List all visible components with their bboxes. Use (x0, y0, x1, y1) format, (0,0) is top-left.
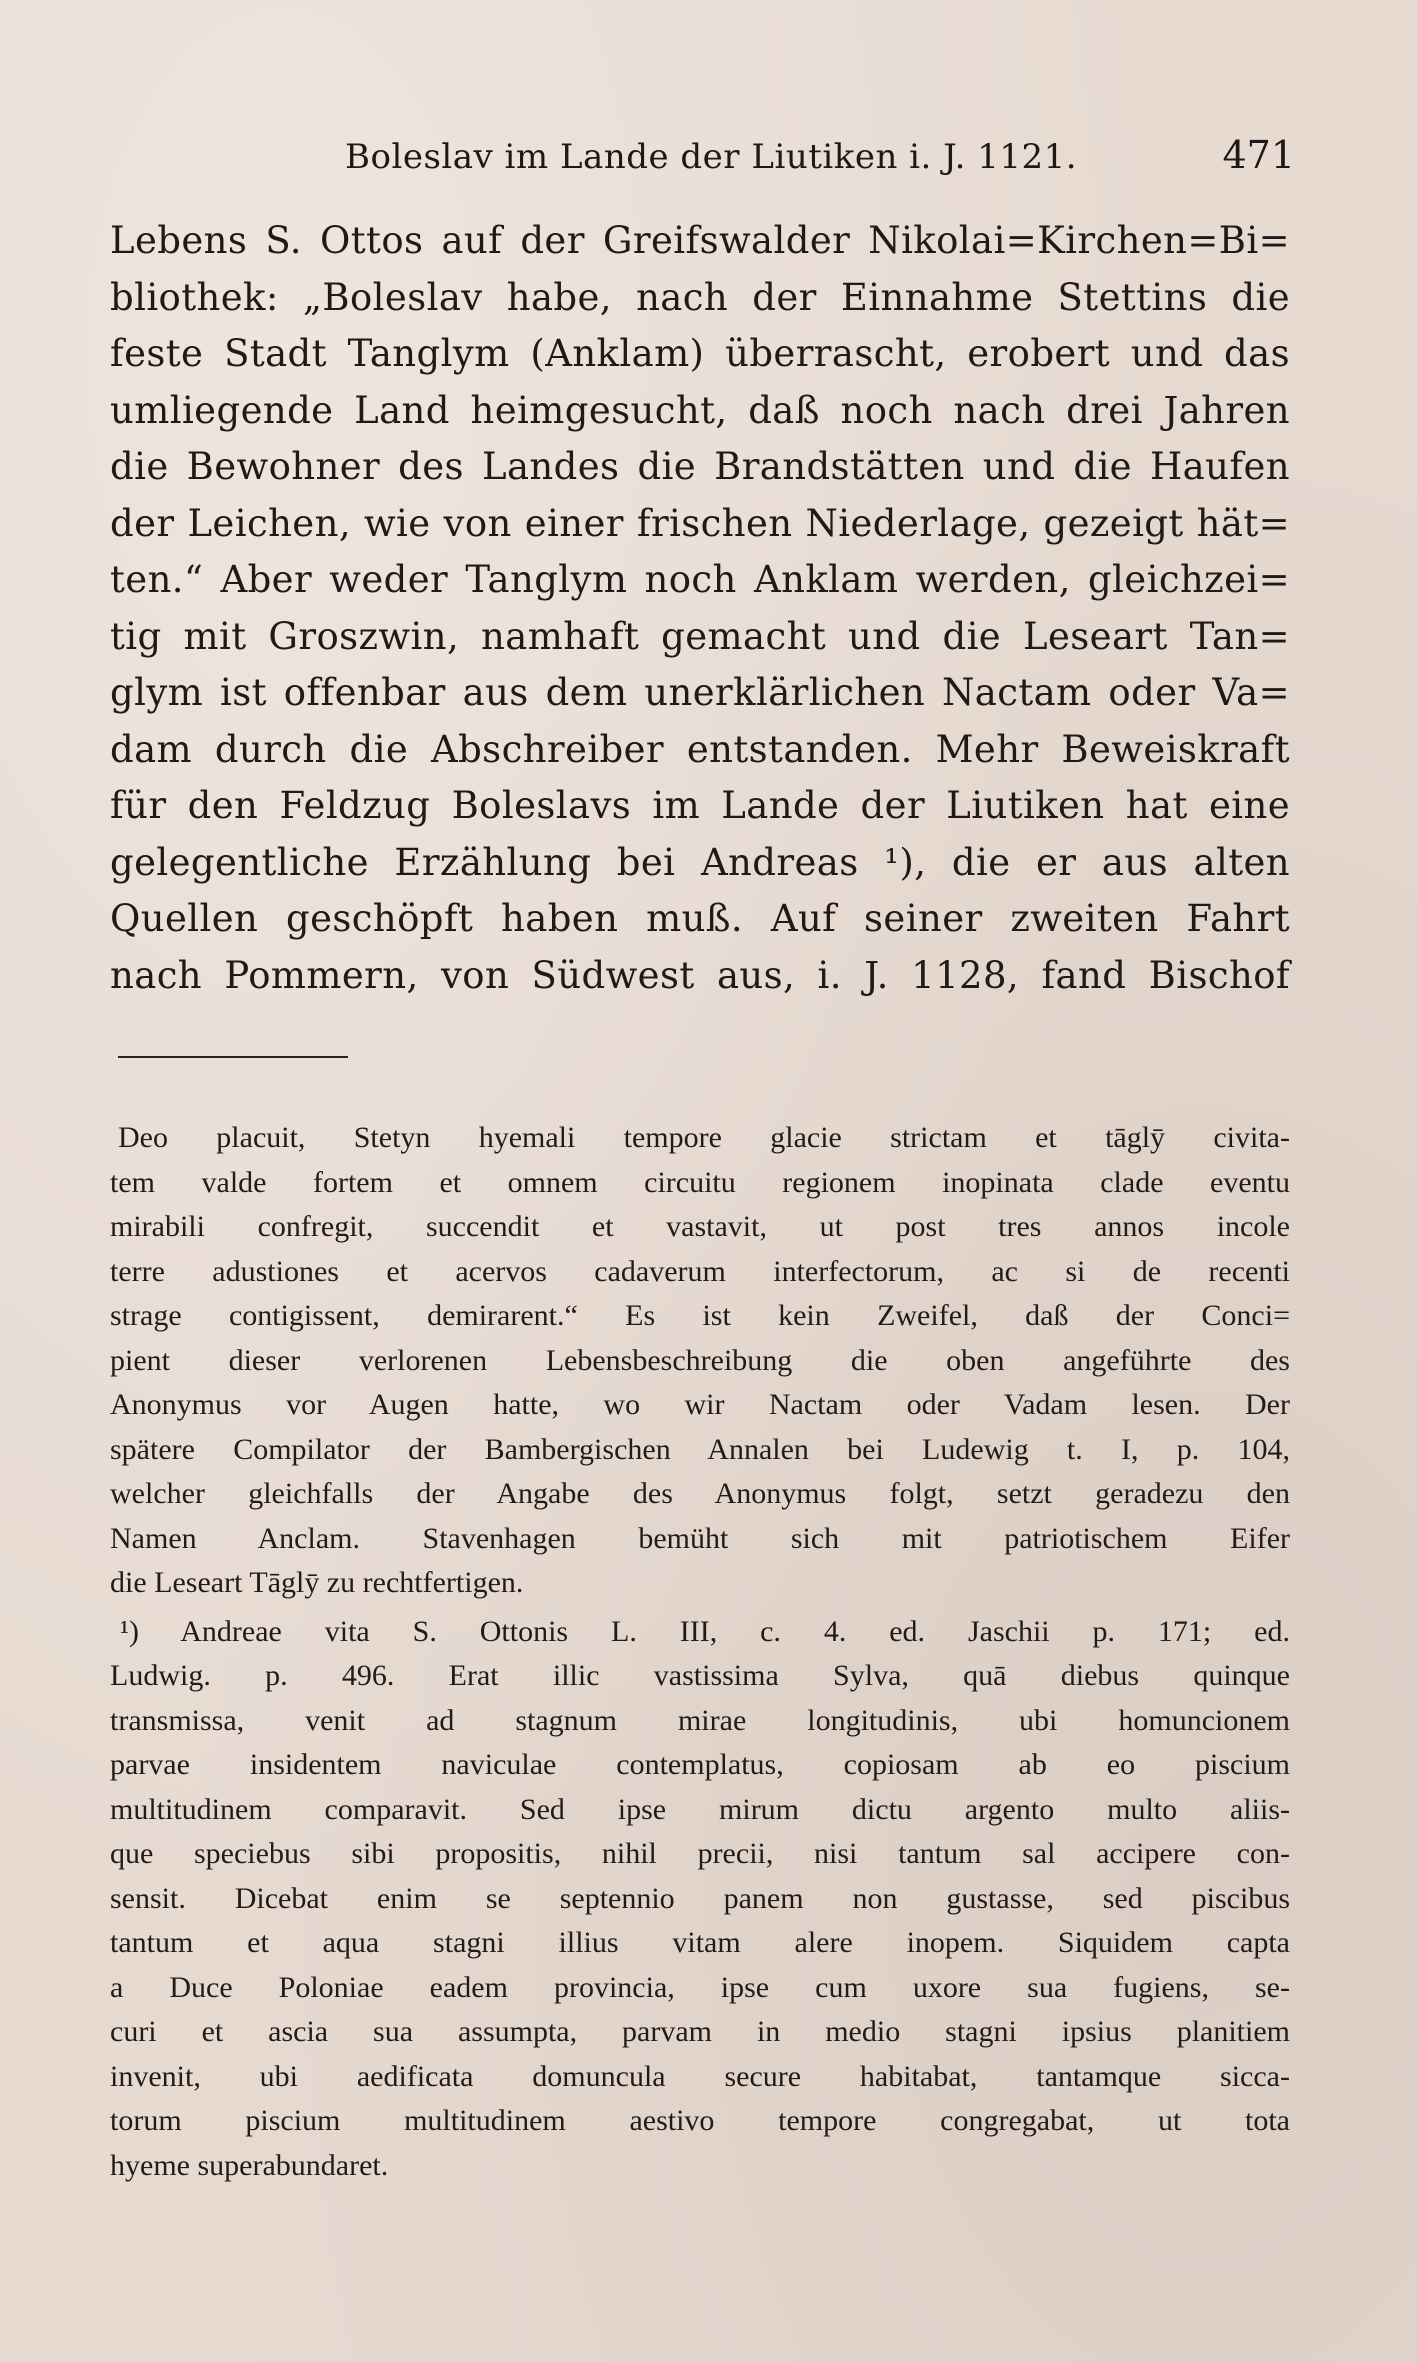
footnote-continued (110, 1116, 1290, 1606)
footnote-line: die Leseart Tāglȳ zu rechtfertigen. (110, 1566, 524, 1599)
footnote-line: tem valde fortem et omnem circuitu regionem inopinata clade eventu (110, 1165, 1290, 1199)
text-line: ten.“ Aber weder Tanglym noch Anklam werden, gleichzei= (110, 558, 1290, 601)
footnote-line: mirabili confregit, succendit et vastavit, ut post tres annos incole (110, 1210, 1290, 1243)
footnote-line: hyeme superabundaret. (110, 2148, 389, 2182)
text-line: Quellen geschöpft haben muß. Auf seiner zweiten Fahrt (110, 897, 1290, 940)
text-line: Lebens S. Ottos auf der Greifswalder Nikolai=Kirchen=Bi= (110, 219, 1290, 262)
footnote-line: transmissa, venit ad stagnum mirae longitudinis, ubi homuncionem (110, 1703, 1290, 1737)
footnote-line: welcher gleichfalls der Angabe des Anonymus folgt, setzt geradezu den (110, 1477, 1290, 1510)
footnote-line: Anonymus vor Augen hatte, wo wir Nactam oder Vadam lesen. Der (110, 1388, 1290, 1421)
text-line: gelegentliche Erzählung bei Andreas ¹), die er aus alten (110, 840, 1290, 884)
footnote-separator (118, 1056, 348, 1058)
footnote-line: que speciebus sibi propositis, nihil precii, nisi tantum sal accipere con- (110, 1837, 1290, 1870)
footnote-line: terre adustiones et acervos cadaverum interfectorum, ac si de recenti (110, 1254, 1290, 1288)
footnote-line: ¹) Andreae vita S. Ottonis L. III, c. 4. ed. Jaschii p. 171; ed. (120, 1614, 1290, 1648)
text-line: feste Stadt Tanglym (Anklam) überrascht, erobert und das (110, 332, 1290, 375)
text-line: der Leichen, wie von einer frischen Niederlage, gezeigt hät= (110, 501, 1290, 545)
footnote-line: parvae insidentem naviculae contemplatus, copiosam ab eo piscium (110, 1748, 1290, 1781)
footnote-line: Deo placuit, Stetyn hyemali tempore glacie strictam et tāglȳ civita- (118, 1121, 1290, 1154)
footnote-line: tantum et aqua stagni illius vitam alere inopem. Siquidem capta (110, 1926, 1290, 1959)
footnotes (110, 1116, 1290, 2188)
footnote-line: invenit, ubi aedificata domuncula secure habitabat, tantamque sicca- (110, 2059, 1290, 2093)
text-line: bliothek: „Boleslav habe, nach der Einnahme Stettins die (110, 275, 1290, 319)
page-number: 471 (1222, 133, 1295, 177)
text-line: umliegende Land heimgesucht, daß noch nach drei Jahren (110, 388, 1290, 432)
text-line: tig mit Groszwin, namhaft gemacht und die Leseart Tan= (110, 614, 1290, 658)
footnote-line: curi et ascia sua assumpta, parvam in medio stagni ipsius planitiem (110, 2015, 1290, 2048)
footnote-line: sensit. Dicebat enim se septennio panem non gustasse, sed piscibus (110, 1881, 1290, 1915)
footnote-line: pient dieser verlorenen Lebensbeschreibung die oben angeführte des (110, 1343, 1290, 1377)
text-line: die Bewohner des Landes die Brandstätten und die Haufen (110, 445, 1290, 488)
footnote-line: a Duce Poloniae eadem provincia, ipse cum uxore sua fugiens, se- (110, 1970, 1290, 2004)
running-head (110, 125, 1295, 195)
text-line: nach Pommern, von Südwest aus, i. J. 1128, fand Bischof (110, 953, 1290, 997)
footnote-line: strage contigissent, demirarent.“ Es ist kein Zweifel, daß der Conci= (110, 1299, 1290, 1332)
main-text (110, 213, 1290, 1004)
text-line: für den Feldzug Boleslavs im Lande der Liutiken hat eine (110, 784, 1290, 827)
footnote-line: torum piscium multitudinem aestivo tempore congregabat, ut tota (110, 2104, 1290, 2137)
footnote-line: Namen Anclam. Stavenhagen bemüht sich mit patriotischem Eifer (110, 1521, 1290, 1555)
book-page (110, 125, 1295, 2188)
text-line: dam durch die Abschreiber entstanden. Mehr Beweiskraft (110, 727, 1290, 771)
text-line: glym ist offenbar aus dem unerklärlichen Nactam oder Va= (110, 671, 1290, 714)
footnote-line: Ludwig. p. 496. Erat illic vastissima Sylva, quā diebus quinque (110, 1659, 1290, 1692)
footnote-line: multitudinem comparavit. Sed ipse mirum dictu argento multo aliis- (110, 1792, 1290, 1826)
running-title: Boleslav im Lande der Liutiken i. J. 1121. (345, 137, 1078, 177)
footnote-line: spätere Compilator der Bambergischen Annalen bei Ludewig t. I, p. 104, (110, 1432, 1290, 1466)
footnote-1 (110, 1610, 1290, 2189)
